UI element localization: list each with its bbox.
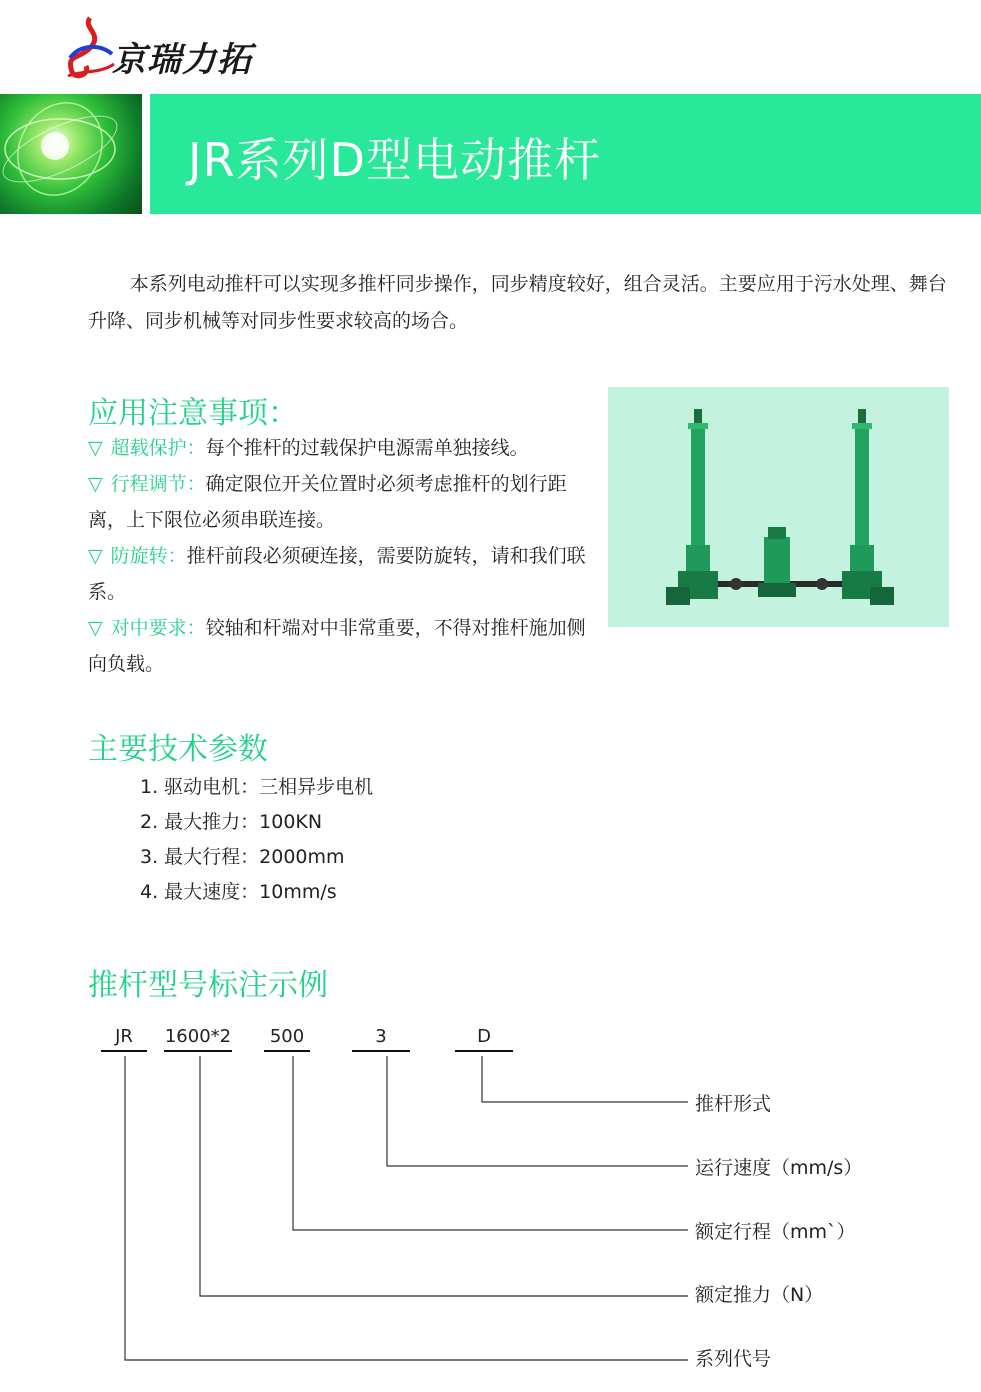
model-title: 推杆型号标注示例 bbox=[88, 968, 328, 1003]
brand-name: 京瑞力拓 bbox=[112, 40, 252, 80]
param-item: 4. 最大速度：10mm/s bbox=[140, 881, 337, 903]
triangle-marker-icon: ▽ bbox=[88, 545, 103, 567]
note-label: 超载保护： bbox=[110, 437, 206, 459]
intro-paragraph: 本系列电动推杆可以实现多推杆同步操作，同步精度较好，组合灵活。主要应用于污水处理、舞台升降、同步机械等对同步性要求较高的场合。 bbox=[88, 273, 947, 332]
note-label: 行程调节： bbox=[110, 473, 206, 495]
note-text: 确定限位开关位置时必须考虑推杆的划行距离，上下限位必须串联连接。 bbox=[88, 473, 567, 531]
model-label-series: 系列代号 bbox=[695, 1348, 772, 1370]
model-code-stroke: 500 bbox=[264, 1026, 310, 1052]
notes-title: 应用注意事项： bbox=[88, 396, 298, 431]
model-label-stroke: 额定行程（mm`） bbox=[695, 1221, 856, 1243]
note-text: 推杆前段必须硬连接，需要防旋转，请和我们联系。 bbox=[88, 545, 586, 603]
model-code-thrust: 1600*2 bbox=[164, 1026, 232, 1052]
triangle-marker-icon: ▽ bbox=[88, 617, 103, 639]
triangle-marker-icon: ▽ bbox=[88, 437, 103, 459]
page-title: JR系列D型电动推杆 bbox=[188, 133, 601, 187]
params-title: 主要技术参数 bbox=[88, 732, 268, 767]
param-item: 3. 最大行程：2000mm bbox=[140, 846, 345, 868]
model-code-form: D bbox=[455, 1026, 513, 1052]
triangle-marker-icon: ▽ bbox=[88, 473, 103, 495]
param-item: 2. 最大推力：100KN bbox=[140, 811, 323, 833]
param-item: 1. 驱动电机：三相异步电机 bbox=[140, 776, 374, 798]
model-code-series: JR bbox=[101, 1026, 147, 1052]
model-label-thrust: 额定推力（N） bbox=[695, 1284, 824, 1306]
note-text: 铰轴和杆端对中非常重要，不得对推杆施加侧向负载。 bbox=[88, 617, 586, 675]
note-text: 每个推杆的过载保护电源需单独接线。 bbox=[205, 437, 529, 459]
note-label: 对中要求： bbox=[110, 617, 206, 639]
model-label-speed: 运行速度（mm/s） bbox=[695, 1157, 863, 1179]
note-label: 防旋转： bbox=[110, 545, 187, 567]
model-code-speed: 3 bbox=[352, 1026, 410, 1052]
model-label-form: 推杆形式 bbox=[695, 1093, 772, 1115]
